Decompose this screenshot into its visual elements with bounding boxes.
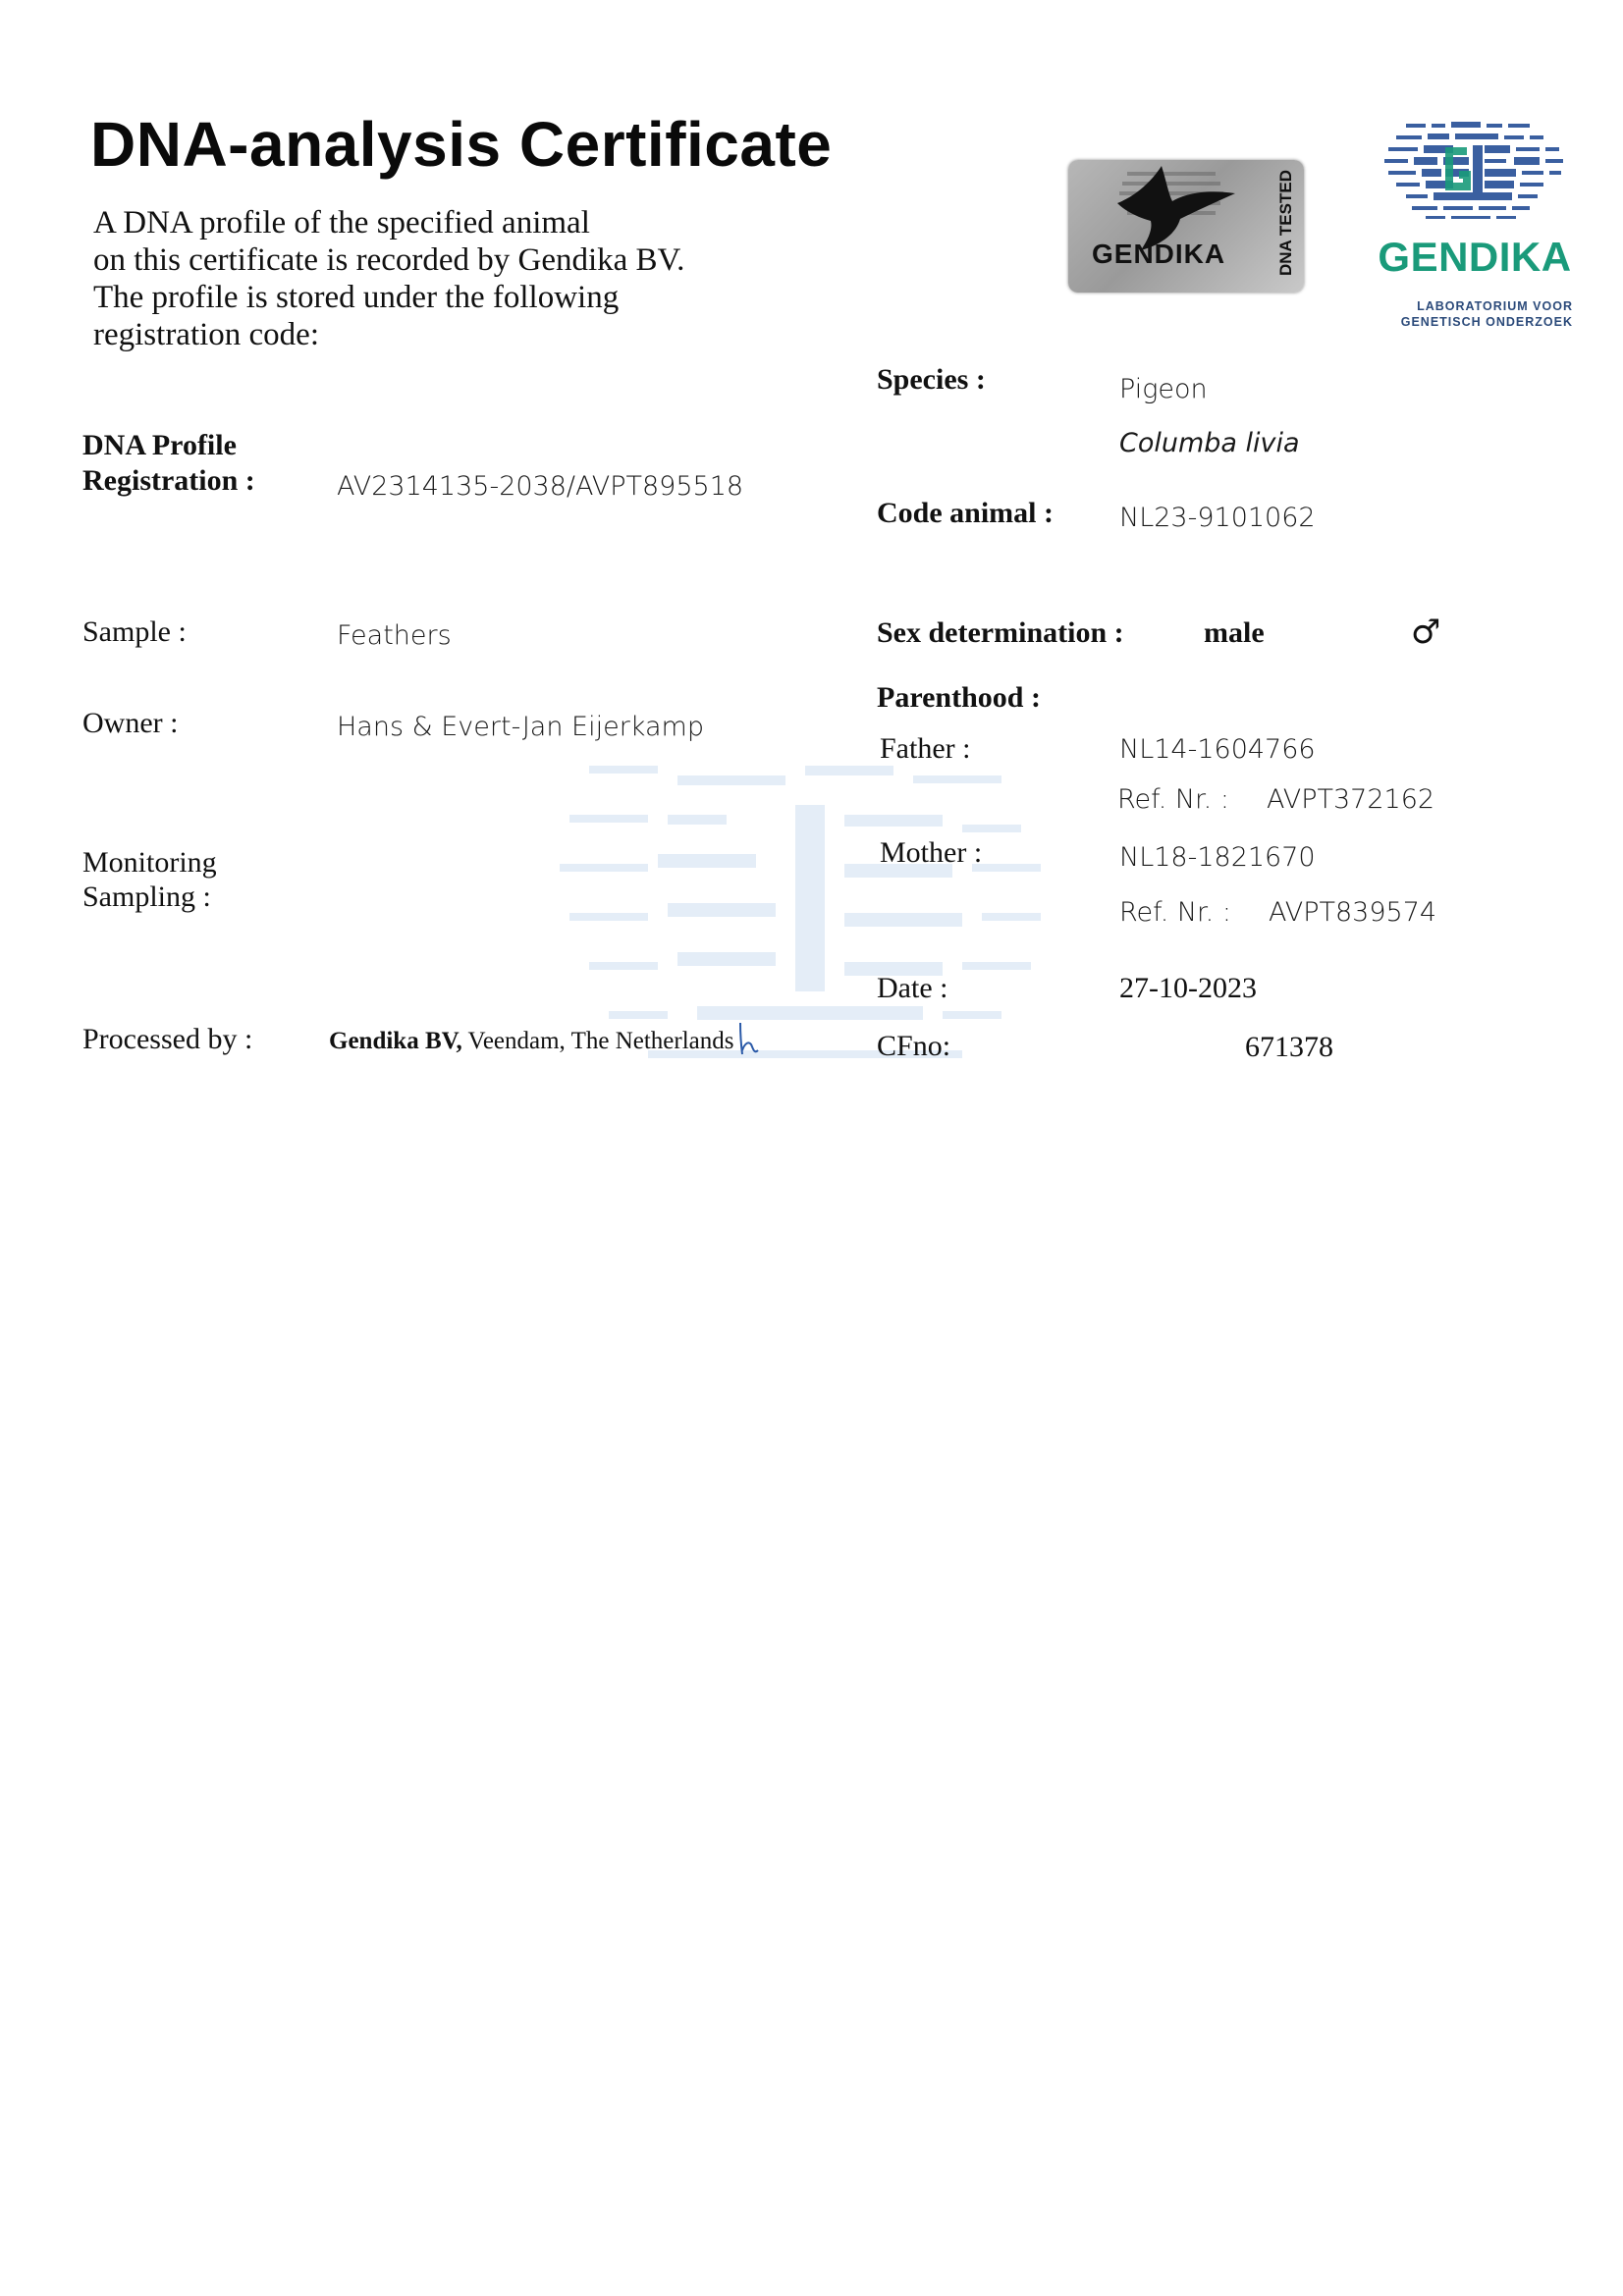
father-ref-value: AVPT372162 <box>1267 784 1435 815</box>
processed-by-company: Gendika BV, <box>329 1028 462 1054</box>
mother-ref-value: AVPT839574 <box>1269 897 1437 928</box>
date-label: Date : <box>877 972 948 1004</box>
monitoring-label-line1: Monitoring <box>82 846 217 879</box>
owner-label: Owner : <box>82 707 179 739</box>
gendika-mark-icon <box>1377 118 1573 231</box>
registration-label-line2: Registration : <box>82 464 255 497</box>
registration-label-line1: DNA Profile <box>82 429 237 461</box>
cfno-label: CFno: <box>877 1030 951 1062</box>
sample-label: Sample : <box>82 615 187 648</box>
species-latin-name: Columba livia <box>1119 428 1300 458</box>
dna-tested-seal <box>1068 160 1304 293</box>
parenthood-label: Parenthood : <box>877 681 1041 714</box>
monitoring-label-line2: Sampling : <box>82 881 211 913</box>
logo-subtitle-line: LABORATORIUM VOOR <box>1417 299 1573 313</box>
sex-value: male <box>1204 616 1265 649</box>
initials-mark <box>734 1021 762 1060</box>
registration-value: AV2314135-2038/AVPT895518 <box>337 471 744 502</box>
mother-ref-label: Ref. Nr. : <box>1119 897 1231 928</box>
gendika-logo <box>1377 118 1573 334</box>
father-label: Father : <box>880 732 971 765</box>
logo-brand: GENDIKA <box>1378 234 1572 280</box>
seal-tag: DNA TESTED <box>1276 170 1295 276</box>
species-common-name: Pigeon <box>1119 374 1208 404</box>
intro-text <box>93 204 781 353</box>
seal-brand: GENDIKA <box>1092 239 1226 269</box>
sex-determination-label: Sex determination : <box>877 616 1124 649</box>
male-icon: ♂ <box>1411 613 1441 652</box>
mother-label: Mother : <box>880 836 983 869</box>
intro-line: registration code: <box>93 317 320 352</box>
father-ref-label: Ref. Nr. : <box>1117 784 1229 815</box>
code-animal-value: NL23-9101062 <box>1119 503 1316 533</box>
owner-value: Hans & Evert-Jan Eijerkamp <box>337 712 704 742</box>
intro-line: A DNA profile of the specified animal <box>93 205 590 240</box>
father-value: NL14-1604766 <box>1119 734 1316 765</box>
cfno-value: 671378 <box>1245 1031 1333 1063</box>
species-label: Species : <box>877 363 986 396</box>
intro-line: The profile is stored under the following <box>93 280 620 315</box>
intro-line: on this certificate is recorded by Gendika BV. <box>93 242 685 278</box>
processed-by-value <box>329 1028 734 1055</box>
processed-by-location: Veendam, The Netherlands <box>467 1028 734 1054</box>
sample-value: Feathers <box>337 620 452 651</box>
code-animal-label: Code animal : <box>877 497 1054 529</box>
date-value: 27-10-2023 <box>1119 972 1257 1004</box>
logo-subtitle-line: GENETISCH ONDERZOEK <box>1400 315 1573 329</box>
processed-by-label: Processed by : <box>82 1023 253 1055</box>
mother-value: NL18-1821670 <box>1119 842 1316 873</box>
logo-subtitle <box>1377 298 1573 330</box>
certificate-title: DNA-analysis Certificate <box>90 109 833 180</box>
